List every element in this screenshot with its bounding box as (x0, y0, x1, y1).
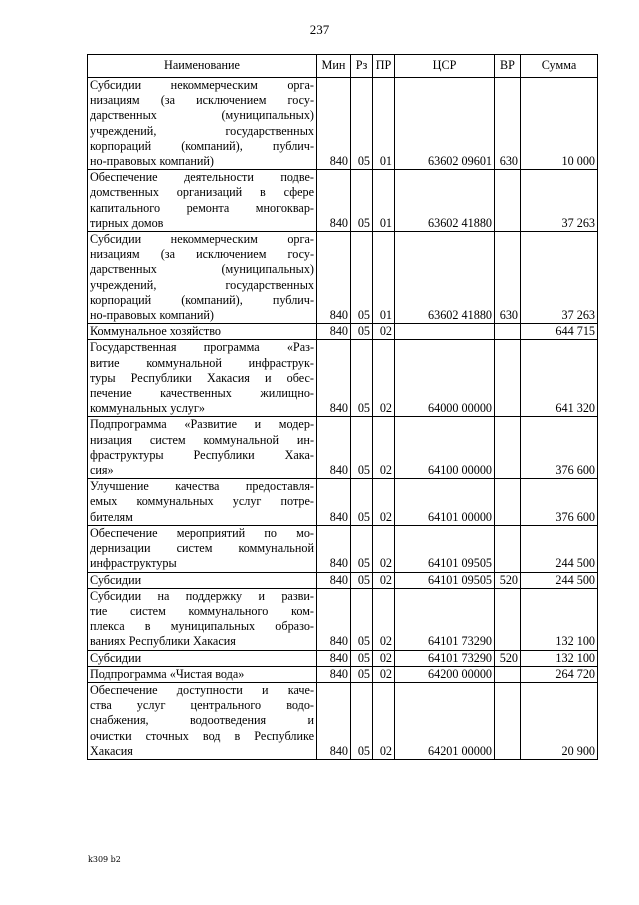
row-rz: 05 (351, 340, 373, 417)
table-row (88, 340, 598, 417)
row-name (88, 479, 317, 526)
row-rz: 05 (351, 666, 373, 682)
row-csr: 64101 73290 (395, 588, 495, 650)
row-vr (495, 525, 521, 572)
row-name-line: плекса в муниципальных образо- (90, 619, 314, 634)
row-name (88, 340, 317, 417)
row-sum: 132 100 (521, 588, 598, 650)
table-row (88, 682, 598, 759)
table-row (88, 588, 598, 650)
row-name (88, 588, 317, 650)
row-name-line: Подпрограмма «Чистая вода» (90, 666, 245, 681)
row-sum: 264 720 (521, 666, 598, 682)
row-name-line: фраструктуры Республики Хака- (90, 447, 314, 462)
row-rz: 05 (351, 78, 373, 170)
row-min: 840 (317, 650, 351, 666)
table-row (88, 78, 598, 170)
row-name-line: низациям (за исключением госу- (90, 93, 314, 108)
header-csr: ЦСР (395, 55, 495, 78)
row-csr (395, 324, 495, 340)
row-name-line: Хакасия (90, 743, 133, 758)
row-name-line: дарственных (муниципальных) (90, 108, 314, 123)
row-pr: 01 (373, 232, 395, 324)
row-csr: 64200 00000 (395, 666, 495, 682)
row-sum: 10 000 (521, 78, 598, 170)
row-csr: 63602 41880 (395, 170, 495, 232)
row-name (88, 78, 317, 170)
row-min: 840 (317, 682, 351, 759)
row-name (88, 525, 317, 572)
row-csr: 64000 00000 (395, 340, 495, 417)
row-vr (495, 170, 521, 232)
row-name-line: низациям (за исключением госу- (90, 247, 314, 262)
row-csr: 64201 00000 (395, 682, 495, 759)
row-rz: 05 (351, 170, 373, 232)
row-rz: 05 (351, 232, 373, 324)
table-header-row (88, 55, 598, 78)
row-name-line: корпораций (компаний), публич- (90, 292, 314, 307)
row-name-line: тирных домов (90, 215, 164, 230)
row-name-line: коммунальных услуг» (90, 401, 205, 416)
row-name-line: учреждений, государственных (90, 123, 314, 138)
row-min: 840 (317, 232, 351, 324)
page-number: 237 (309, 22, 330, 37)
row-csr: 63602 09601 (395, 78, 495, 170)
row-name-line: бителям (90, 509, 133, 524)
row-min: 840 (317, 572, 351, 588)
row-csr: 63602 41880 (395, 232, 495, 324)
row-sum: 244 500 (521, 525, 598, 572)
row-name-line: туры Республики Хакасия и обес- (90, 370, 314, 385)
row-pr: 02 (373, 340, 395, 417)
row-min: 840 (317, 324, 351, 340)
row-name-line: капитального ремонта многоквар- (90, 200, 314, 215)
header-rz: Рз (351, 55, 373, 78)
table-body (88, 78, 598, 760)
row-vr (495, 417, 521, 479)
row-sum: 132 100 (521, 650, 598, 666)
row-name-line: витие коммунальной инфраструк- (90, 355, 314, 370)
row-csr: 64101 09505 (395, 525, 495, 572)
row-name-line: ства услуг центрального водо- (90, 698, 314, 713)
row-csr: 64101 09505 (395, 572, 495, 588)
row-min: 840 (317, 417, 351, 479)
row-name-line: но-правовых компаний) (90, 308, 214, 323)
table-row (88, 650, 598, 666)
header-vr: ВР (495, 55, 521, 78)
row-vr (495, 479, 521, 526)
row-vr (495, 588, 521, 650)
table-row (88, 232, 598, 324)
row-rz: 05 (351, 588, 373, 650)
row-vr (495, 340, 521, 417)
row-name (88, 232, 317, 324)
row-pr: 02 (373, 479, 395, 526)
row-sum: 20 900 (521, 682, 598, 759)
row-name-line: Субсидии на поддержку и разви- (90, 588, 314, 603)
header-pr: ПР (373, 55, 395, 78)
row-vr (495, 682, 521, 759)
row-sum: 37 263 (521, 170, 598, 232)
row-name (88, 650, 317, 666)
header-name: Наименование (88, 55, 317, 78)
row-pr: 02 (373, 588, 395, 650)
row-min: 840 (317, 525, 351, 572)
row-name-line: Субсидии (90, 650, 142, 665)
row-pr: 02 (373, 650, 395, 666)
header-min: Мин (317, 55, 351, 78)
row-csr: 64101 73290 (395, 650, 495, 666)
row-name-line: сия» (90, 463, 114, 478)
row-vr: 520 (495, 572, 521, 588)
row-name-line: снабжения, водоотведения и (90, 713, 314, 728)
row-pr: 01 (373, 170, 395, 232)
row-name-line: учреждений, государственных (90, 277, 314, 292)
row-name-line: инфраструктуры (90, 556, 177, 571)
row-pr: 01 (373, 78, 395, 170)
row-min: 840 (317, 479, 351, 526)
row-name-line: тие систем коммунального ком- (90, 603, 314, 618)
row-min: 840 (317, 170, 351, 232)
row-rz: 05 (351, 324, 373, 340)
row-vr: 630 (495, 232, 521, 324)
row-name (88, 682, 317, 759)
row-name-line: домственных организаций в сфере (90, 185, 314, 200)
row-rz: 05 (351, 417, 373, 479)
row-min: 840 (317, 666, 351, 682)
table-row (88, 479, 598, 526)
table-row (88, 666, 598, 682)
row-name-line: но-правовых компаний) (90, 154, 214, 169)
budget-table (87, 54, 598, 760)
row-pr: 02 (373, 666, 395, 682)
header-sum: Сумма (521, 55, 598, 78)
row-pr: 02 (373, 682, 395, 759)
row-name-line: Обеспечение деятельности подве- (90, 170, 314, 185)
row-name-line: емых коммунальных услуг потре- (90, 494, 314, 509)
row-name-line: Обеспечение доступности и каче- (90, 682, 314, 697)
row-csr: 64101 00000 (395, 479, 495, 526)
table-row (88, 572, 598, 588)
row-name-line: Субсидии некоммерческим орга- (90, 232, 314, 247)
row-name-line: Коммунальное хозяйство (90, 324, 221, 339)
row-pr: 02 (373, 324, 395, 340)
row-name-line: ваниях Республики Хакасия (90, 634, 236, 649)
row-sum: 37 263 (521, 232, 598, 324)
table-row (88, 324, 598, 340)
row-sum: 641 320 (521, 340, 598, 417)
row-rz: 05 (351, 572, 373, 588)
row-rz: 05 (351, 682, 373, 759)
row-sum: 376 600 (521, 417, 598, 479)
row-name-line: дернизации систем коммунальной (90, 541, 314, 556)
row-name (88, 324, 317, 340)
row-vr: 520 (495, 650, 521, 666)
row-name-line: Субсидии некоммерческим орга- (90, 78, 314, 92)
row-sum: 644 715 (521, 324, 598, 340)
row-min: 840 (317, 340, 351, 417)
row-name-line: корпораций (компаний), публич- (90, 138, 314, 153)
row-sum: 376 600 (521, 479, 598, 526)
row-name (88, 170, 317, 232)
row-name-line: Государственная программа «Раз- (90, 340, 314, 355)
row-name (88, 572, 317, 588)
row-name (88, 666, 317, 682)
row-vr (495, 324, 521, 340)
row-name-line: печение качественных жилищно- (90, 386, 314, 401)
row-sum: 244 500 (521, 572, 598, 588)
row-min: 840 (317, 78, 351, 170)
row-name-line: Подпрограмма «Развитие и модер- (90, 417, 314, 432)
row-name (88, 417, 317, 479)
row-rz: 05 (351, 650, 373, 666)
row-rz: 05 (351, 525, 373, 572)
row-name-line: Субсидии (90, 572, 142, 587)
row-rz: 05 (351, 479, 373, 526)
row-min: 840 (317, 588, 351, 650)
footer-code: k309 b2 (88, 855, 121, 864)
row-vr (495, 666, 521, 682)
row-name-line: очистки сточных вод в Республике (90, 728, 314, 743)
row-pr: 02 (373, 417, 395, 479)
row-name-line: низация систем коммунальной ин- (90, 432, 314, 447)
row-name-line: Обеспечение мероприятий по мо- (90, 525, 314, 540)
row-name-line: дарственных (муниципальных) (90, 262, 314, 277)
row-name-line: Улучшение качества предоставля- (90, 479, 314, 494)
row-csr: 64100 00000 (395, 417, 495, 479)
row-pr: 02 (373, 572, 395, 588)
row-vr: 630 (495, 78, 521, 170)
row-pr: 02 (373, 525, 395, 572)
table-row (88, 525, 598, 572)
table-row (88, 417, 598, 479)
table-row (88, 170, 598, 232)
